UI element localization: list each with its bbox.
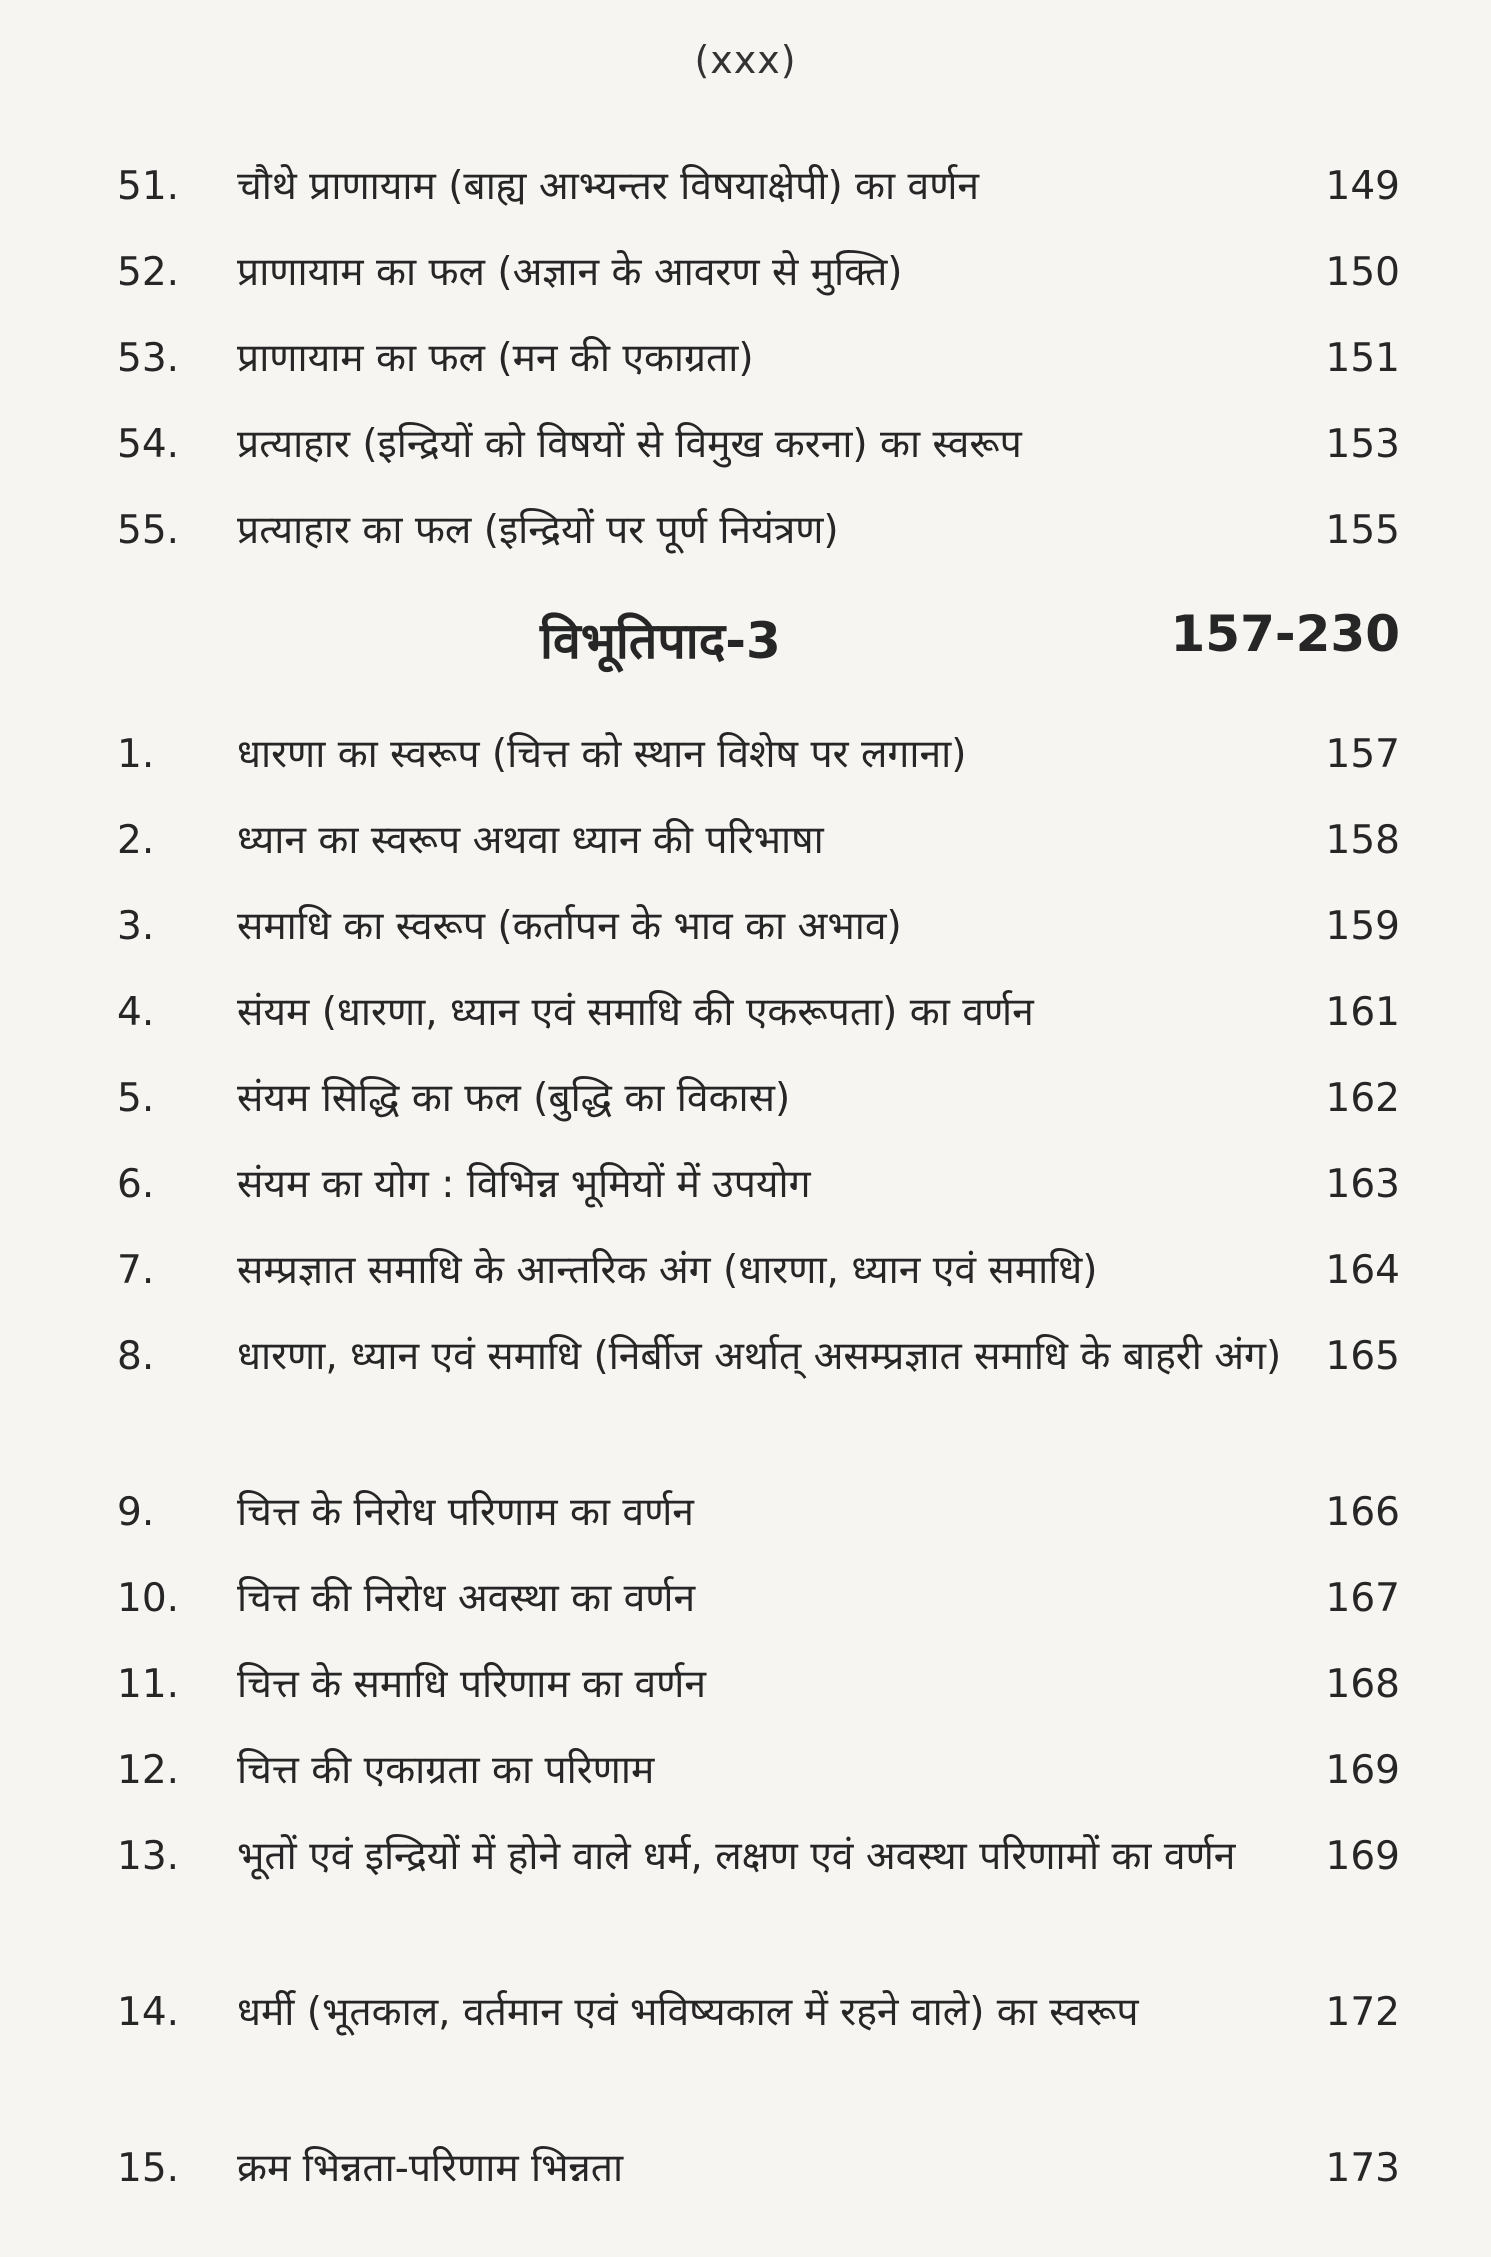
toc-entry-title: प्रत्याहार का फल (इन्द्रियों पर पूर्ण नियंत्रण) bbox=[237, 508, 839, 553]
section-header bbox=[0, 605, 1491, 675]
toc-entry-page: 163 bbox=[1325, 1162, 1400, 1207]
toc-entry-number: 51. bbox=[117, 164, 180, 209]
toc-entry-title: भूतों एवं इन्द्रियों में होने वाले धर्म, लक्षण एवं अवस्था परिणामों का वर्णन bbox=[237, 1834, 1236, 1879]
toc-entry-title: प्राणायाम का फल (मन की एकाग्रता) bbox=[237, 336, 754, 381]
toc-entry-page: 165 bbox=[1325, 1334, 1400, 1379]
toc-entry-number: 8. bbox=[117, 1334, 155, 1379]
toc-entry-title: संयम का योग : विभिन्न भूमियों में उपयोग bbox=[237, 1162, 811, 1207]
toc-entry-title: प्रत्याहार (इन्द्रियों को विषयों से विमुख करना) का स्वरूप bbox=[237, 422, 1022, 467]
toc-entry-number: 5. bbox=[117, 1076, 155, 1121]
toc-entry-page: 153 bbox=[1325, 422, 1400, 467]
toc-entry-number: 13. bbox=[117, 1834, 180, 1879]
toc-entry-title: चित्त के समाधि परिणाम का वर्णन bbox=[237, 1662, 707, 1707]
toc-entry-title: चित्त की निरोध अवस्था का वर्णन bbox=[237, 1576, 696, 1621]
toc-entry-page: 162 bbox=[1325, 1076, 1400, 1121]
toc-entry-number: 12. bbox=[117, 1748, 180, 1793]
page-number: (xxx) bbox=[694, 38, 797, 82]
toc-entry-page: 159 bbox=[1325, 904, 1400, 949]
toc-entry-title: समाधि का स्वरूप (कर्तापन के भाव का अभाव) bbox=[237, 904, 902, 949]
toc-entry-number: 15. bbox=[117, 2146, 180, 2191]
toc-entry-number: 52. bbox=[117, 250, 180, 295]
toc-entry-number: 4. bbox=[117, 990, 155, 1035]
toc-entry-number: 2. bbox=[117, 818, 155, 863]
toc-entry-page: 157 bbox=[1325, 732, 1400, 777]
toc-entry-number: 10. bbox=[117, 1576, 180, 1621]
toc-entry-number: 7. bbox=[117, 1248, 155, 1293]
toc-entry-title: ध्यान का स्वरूप अथवा ध्यान की परिभाषा bbox=[237, 818, 824, 863]
toc-entry-page: 164 bbox=[1325, 1248, 1400, 1293]
toc-entry-number: 9. bbox=[117, 1490, 155, 1535]
toc-entry-page: 167 bbox=[1325, 1576, 1400, 1621]
toc-entry-number: 55. bbox=[117, 508, 180, 553]
toc-entry-page: 169 bbox=[1325, 1748, 1400, 1793]
toc-entry-page: 166 bbox=[1325, 1490, 1400, 1535]
toc-entry-title: चौथे प्राणायाम (बाह्य आभ्यन्तर विषयाक्षेपी) का वर्णन bbox=[237, 164, 980, 209]
toc-entry-title: चित्त के निरोध परिणाम का वर्णन bbox=[237, 1490, 694, 1535]
toc-entry-page: 161 bbox=[1325, 990, 1400, 1035]
toc-entry-number: 53. bbox=[117, 336, 180, 381]
toc-entry-title: धर्मी (भूतकाल, वर्तमान एवं भविष्यकाल में रहने वाले) का स्वरूप bbox=[237, 1990, 1139, 2035]
section-title: विभूतिपाद-3 bbox=[540, 612, 781, 670]
toc-entry-title: धारणा का स्वरूप (चित्त को स्थान विशेष पर लगाना) bbox=[237, 732, 967, 777]
toc-entry-number: 6. bbox=[117, 1162, 155, 1207]
toc-entry-page: 169 bbox=[1325, 1834, 1400, 1879]
toc-entry-page: 173 bbox=[1325, 2146, 1400, 2191]
toc-entry-title: सम्प्रज्ञात समाधि के आन्तरिक अंग (धारणा, ध्यान एवं समाधि) bbox=[237, 1248, 1098, 1293]
toc-entry-page: 151 bbox=[1325, 336, 1400, 381]
toc-entry-number: 54. bbox=[117, 422, 180, 467]
toc-entry-page: 158 bbox=[1325, 818, 1400, 863]
toc-entry-number: 3. bbox=[117, 904, 155, 949]
toc-entry-number: 1. bbox=[117, 732, 155, 777]
toc-entry-title: प्राणायाम का फल (अज्ञान के आवरण से मुक्ति) bbox=[237, 250, 903, 295]
section-page-range: 157-230 bbox=[1170, 605, 1400, 663]
toc-entry-title: क्रम भिन्नता-परिणाम भिन्नता bbox=[237, 2146, 624, 2191]
toc-entry-title: धारणा, ध्यान एवं समाधि (निर्बीज अर्थात् असम्प्रज्ञात समाधि के बाहरी अंग) bbox=[237, 1334, 1282, 1379]
toc-entry-number: 14. bbox=[117, 1990, 180, 2035]
toc-entry-title: संयम (धारणा, ध्यान एवं समाधि की एकरूपता) का वर्णन bbox=[237, 990, 1034, 1035]
toc-entry-page: 150 bbox=[1325, 250, 1400, 295]
toc-entry-page: 149 bbox=[1325, 164, 1400, 209]
toc-entry-title: चित्त की एकाग्रता का परिणाम bbox=[237, 1748, 655, 1793]
toc-entry-title: संयम सिद्धि का फल (बुद्धि का विकास) bbox=[237, 1076, 791, 1121]
toc-entry-page: 155 bbox=[1325, 508, 1400, 553]
toc-entry-page: 168 bbox=[1325, 1662, 1400, 1707]
toc-entry-page: 172 bbox=[1325, 1990, 1400, 2035]
toc-entry-number: 11. bbox=[117, 1662, 180, 1707]
